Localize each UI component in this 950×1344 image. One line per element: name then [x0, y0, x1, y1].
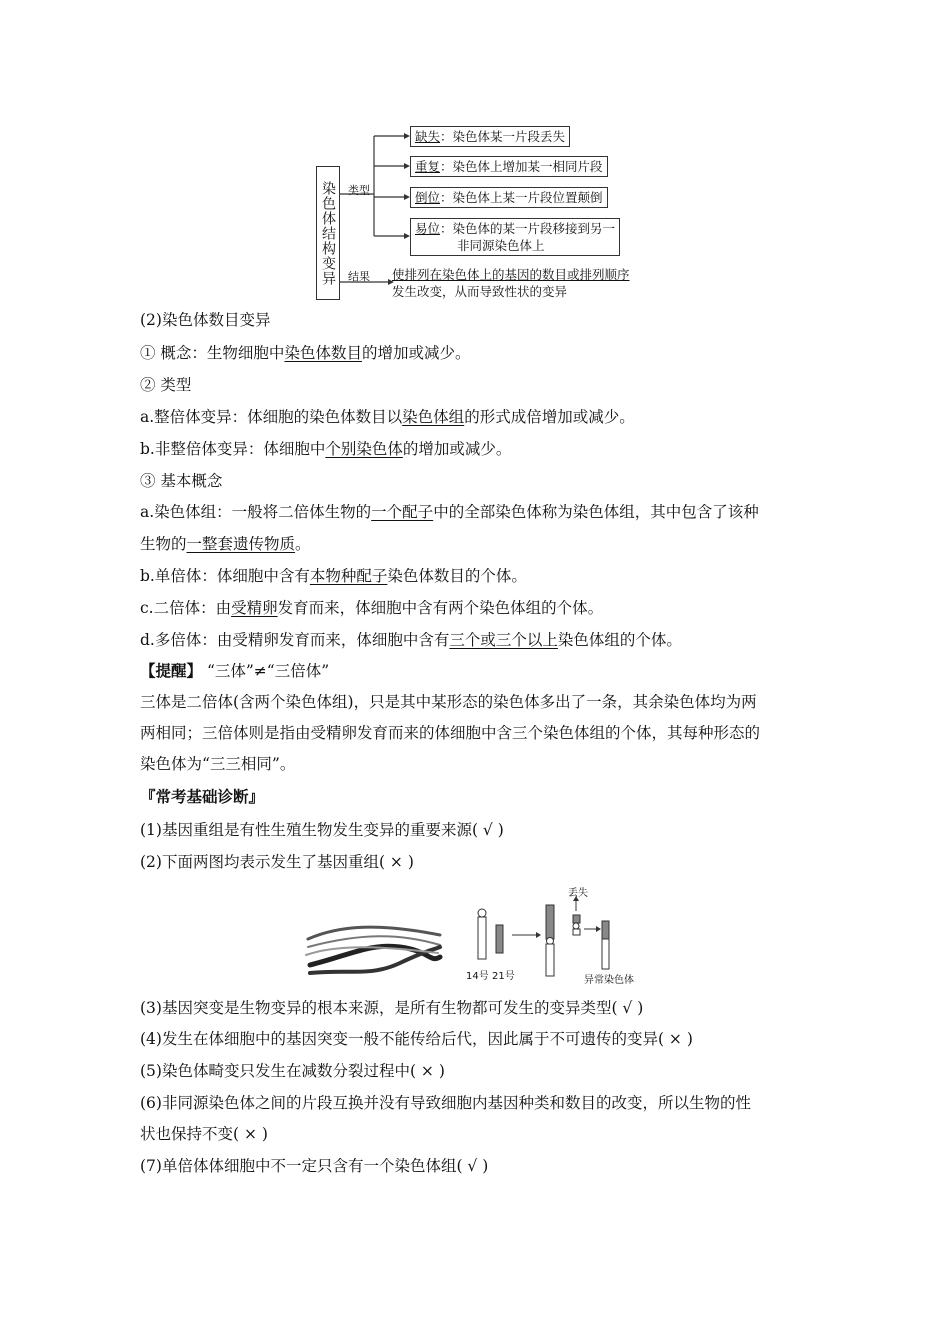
type-duplication: 重复：染色体上增加某一相同片段: [410, 156, 608, 177]
question-6-line-2: 状也保持不变( × ): [140, 1125, 268, 1143]
question-7: (7)单倍体体细胞中不一定只含有一个染色体组( √ ): [140, 1157, 489, 1175]
tip-paragraph-2: 两相同；三倍体则是指由受精卵发育而来的体细胞中含三个染色体组的个体，其每种形态的: [140, 724, 761, 742]
question-2: (2)下面两图均表示发生了基因重组( × ): [140, 853, 414, 871]
type-translocation: 易位：染色体的某一片段移接到另一 非同源染色体上: [410, 218, 620, 256]
chromosome-14-label: 14号: [466, 971, 489, 982]
question-5: (5)染色体畸变只发生在减数分裂过程中( × ): [140, 1062, 445, 1080]
tip-paragraph-1: 三体是二倍体(含两个染色体组)，只是其中某形态的染色体多出了一条，其余染色体均为两: [140, 693, 757, 711]
result-label: 结果: [348, 270, 370, 283]
diploid-line: c.二倍体：由受精卵发育而来，体细胞中含有两个染色体组的个体。: [140, 599, 604, 617]
result-text: 使排列在染色体上的基因的数目或排列顺序 发生改变，从而导致性状的变异: [392, 267, 630, 299]
question-3: (3)基因突变是生物变异的根本来源，是所有生物都可发生的变异类型( √ ): [140, 999, 644, 1017]
section-2-title: (2)染色体数目变异: [140, 311, 271, 329]
type-inversion: 倒位：染色体上某一片段位置颠倒: [410, 187, 608, 208]
chromosome-set-line-2: 生物的一整套遗传物质。: [140, 535, 311, 553]
diagnosis-title: 『常考基础诊断』: [140, 788, 265, 806]
question-6-line-1: (6)非同源染色体之间的片段互换并没有导致细胞内基因种类和数目的改变，所以生物的性: [140, 1094, 751, 1112]
tip-paragraph-3: 染色体为“三三相同”。: [140, 755, 296, 773]
types-title: ② 类型: [140, 376, 192, 394]
question-4: (4)发生在体细胞中的基因突变一般不能传给后代，因此属于不可遗传的变异( × ): [140, 1030, 693, 1048]
type-label: 类型: [348, 184, 370, 197]
chromosome-21-label: 21号: [492, 971, 515, 982]
lost-label: 丢失: [568, 888, 588, 899]
structure-variation-title: 染色体结构变异: [316, 166, 340, 300]
haploid-line: b.单倍体：体细胞中含有本物种配子染色体数目的个体。: [140, 567, 527, 585]
basic-concepts-title: ③ 基本概念: [140, 472, 223, 490]
chromosome-structure-diagram: [312, 118, 652, 308]
question-1: (1)基因重组是有性生殖生物发生变异的重要来源( √ ): [140, 821, 504, 839]
tip-heading: 【提醒】 “三体”≠“三倍体”: [140, 662, 330, 680]
type-b-line: b.非整倍体变异：体细胞中个别染色体的增加或减少。: [140, 440, 512, 458]
type-a-line: a.整倍体变异：体细胞的染色体数目以染色体组的形式成倍增加或减少。: [140, 408, 635, 426]
chromosome-set-line-1: a.染色体组：一般将二倍体生物的一个配子中的全部染色体称为染色体组，其中包含了该种: [140, 503, 759, 521]
polyploid-line: d.多倍体：由受精卵发育而来，体细胞中含有三个或三个以上染色体组的个体。: [140, 631, 682, 649]
abnormal-chromosome-label: 异常染色体: [584, 975, 634, 986]
concept-line: ① 概念：生物细胞中染色体数目的增加或减少。: [140, 344, 471, 362]
type-deletion: 缺失：染色体某一片段丢失: [410, 126, 570, 147]
recombination-figure: [300, 885, 650, 985]
